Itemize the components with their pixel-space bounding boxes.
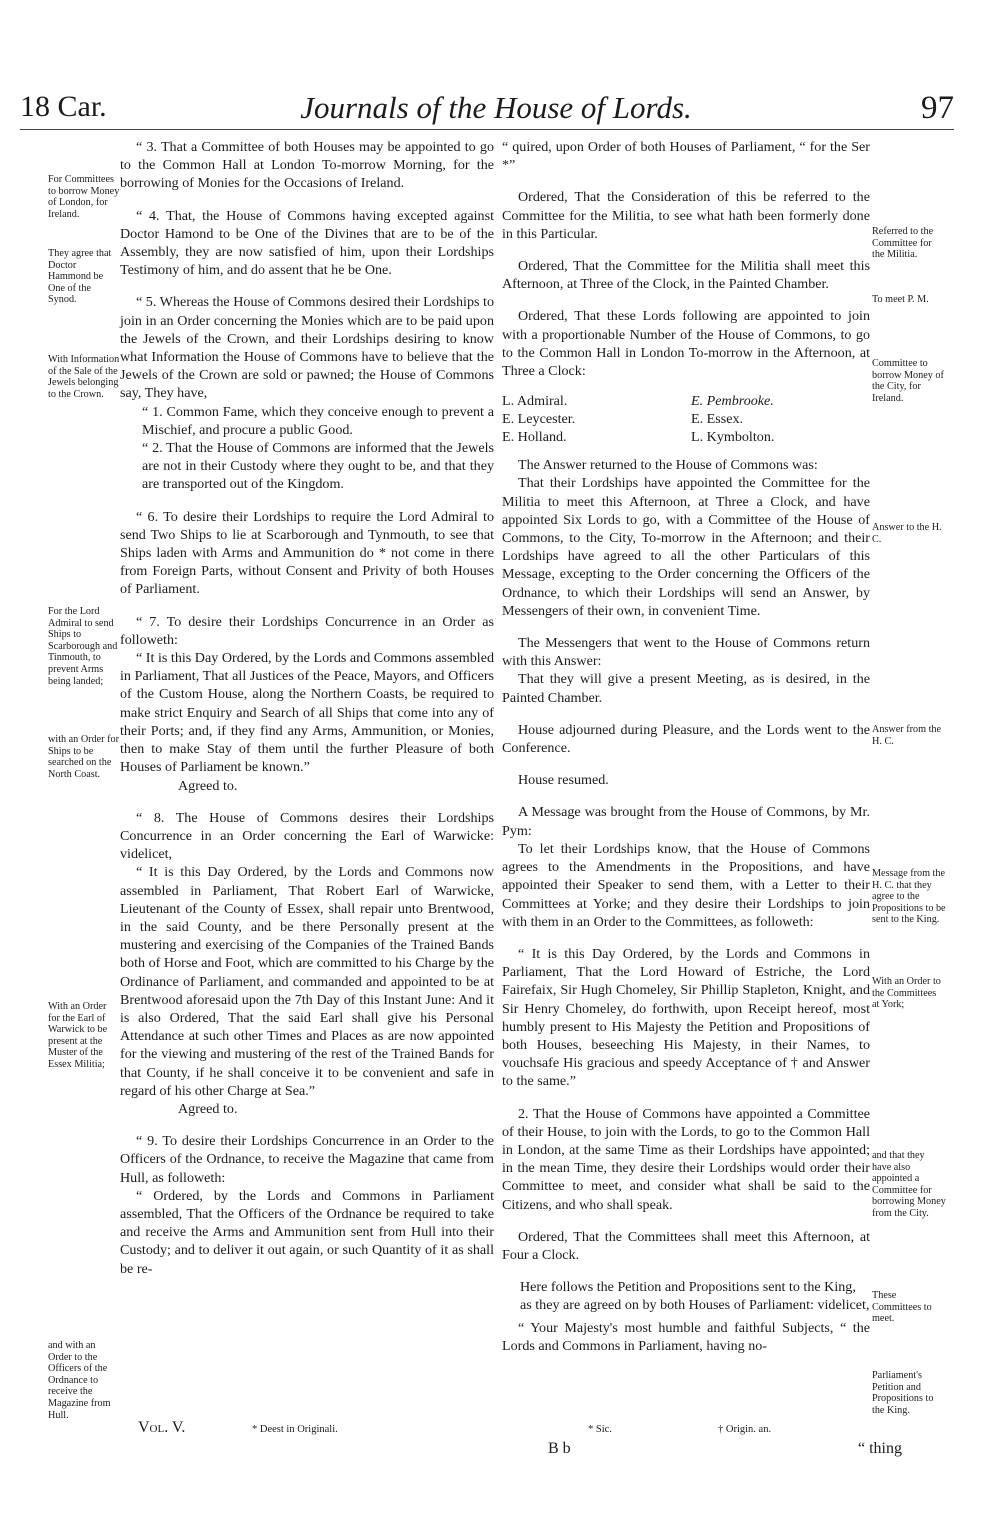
page-number: 97 — [921, 90, 954, 126]
agreed-note: Agreed to. — [178, 777, 238, 794]
margin-note: and that they have also appointed a Committee for borrowing Money from the City. — [872, 1150, 946, 1219]
paragraph: To let their Lordships know, that the House of Commons agrees to the Amendments in the Propositions, and have appointed their Speaker to send them, with a Letter to their Committees at Yorke; and they desire their Lordships to join with them in an Order to the Committees, as followeth: — [502, 840, 870, 930]
header-rule — [20, 129, 954, 130]
margin-note: With Information of the Sale of the Jewels belonging to the Crown. — [48, 354, 120, 400]
paragraph: “ It is this Day Ordered, by the Lords and Commons now assembled in Parliament, That Robert Earl of Warwicke, Lieutenant of the County of Essex, shall repair unto Brentwood, in the said County, and be there Personally present at the mustering and exercising of the Companies of the Trained Bands both of Horse and Foot, which are committed to his Charge by the Ordinance of Parliament, and commanded and appointed to be at Brentwood aforesaid upon the 7th Day of this Instant June: And it is also Ordered, That the said Earl shall give his Personal Attendance at such other Times and Places as are now appointed for the viewing and mustering of the rest of the Trained Bands for that County, if he shall conceive it to be convenient and safe in regard of his other Charge at Sea.” — [120, 864, 494, 1099]
lord-name: E. Essex. — [691, 411, 744, 428]
paragraph: “ 6. To desire their Lordships to require the Lord Admiral to send Two Ships to lie at Scarborough and Tynmouth, to see that Ships laden with Arms and Ammunition do * not come in there from Foreign Parts, without Consent and Privity of both Houses of Parliament. — [120, 508, 494, 598]
catchword: “ thing — [858, 1440, 902, 1457]
paragraph: “ Ordered, by the Lords and Commons in Parliament assembled, That the Officers of the Ordnance be required to take and receive the Arms and Ammunition sent from Hull into their Custody; and to deliver it out again, or such Quantity of it as shall be re- — [120, 1187, 494, 1277]
paragraph: A Message was brought from the House of Commons, by Mr. Pym: — [502, 804, 870, 839]
margin-note: With an Order to the Committees at York; — [872, 976, 941, 1011]
lord-name: E. Holland. — [502, 429, 567, 446]
margin-note: and with an Order to the Officers of the Ordnance to receive the Magazine from Hull. — [48, 1340, 111, 1421]
paragraph: “ 3. That a Committee of both Houses may be appointed to go to the Common Hall at London To-morrow Morning, for the borrowing of Monies for the Occasions of Ireland. — [120, 139, 494, 192]
paragraph: “ 4. That, the House of Commons having excepted against Doctor Hamond to be One of the Divines that are to be of the Assembly, they are now satisfied of him, upon their Lordships Testimony of him, and do assent that he be One. — [120, 207, 494, 279]
footnote: * Sic. — [588, 1424, 612, 1435]
margin-note: For the Lord Admiral to send Ships to Scarborough and Tinmouth, to prevent Arms being landed; — [48, 606, 118, 687]
margin-note: Parliament's Petition and Propositions to the King. — [872, 1370, 934, 1416]
lords-list — [502, 392, 870, 446]
header-title: Journals of the House of Lords. — [300, 90, 692, 125]
section-heading: Here follows the Petition and Propositions sent to the King, as they are agreed on by both Houses of Parliament: videlicet, — [520, 1279, 870, 1314]
order-quote: “ It is this Day Ordered, by the Lords and Commons in Parliament, That the Lord Howard of Estriche, the Lord Fairefaix, Sir Hugh Chomeley, Sir Phillip Stapleton, Knight, and Sir Henry Chomeley, do forthwith, upon Receipt hereof, most humbly present to His Majesty the Petition and Propositions of both Houses, beseeching His Majesty, in their Names, to vouchsafe His gracious and speedy Acceptance of † and Answer to the same.” — [502, 945, 870, 1090]
paragraph: “ 7. To desire their Lordships Concurrence in an Order as followeth: — [120, 613, 494, 648]
margin-note: These Committees to meet. — [872, 1290, 932, 1325]
header-regnal-year: 18 Car. — [20, 90, 107, 123]
margin-note: To meet P. M. — [872, 294, 929, 305]
footnote: † Origin. an. — [718, 1424, 772, 1435]
agreed-note: Agreed to. — [178, 1100, 238, 1117]
paragraph: The Answer returned to the House of Commons was: — [518, 457, 818, 474]
paragraph: “ 1. Common Fame, which they conceive enough to prevent a Mischief, and procure a public Good. — [142, 403, 494, 438]
paragraph: That they will give a present Meeting, as is desired, in the Painted Chamber. — [502, 671, 870, 706]
column-right — [502, 138, 870, 1355]
margin-note: Message from the H. C. that they agree to the Propositions to be sent to the King. — [872, 868, 946, 926]
paragraph: “ 9. To desire their Lordships Concurrence in an Order to the Officers of the Ordnance, to receive the Magazine that came from Hull, as followeth: — [120, 1133, 494, 1186]
order-paragraph: Ordered, That the Committees shall meet this Afternoon, at Four a Clock. — [502, 1228, 870, 1263]
paragraph: “ 2. That the House of Commons are informed that the Jewels are not in their Custody where they ought to be, and that they are transported out of the Kingdom. — [142, 440, 494, 493]
paragraph: That their Lordships have appointed the Committee for the Militia to meet this Afternoon, at Three a Clock, and have appointed Six Lords to go, with a Committee of the House of Commons, to the City, To-morrow in the Afternoon; and their Lordships have agreed to all the other Particulars of this Message, excepting to the Order concerning the Officers of the Ordnance, to which their Lordships will send an Answer, by Messengers of their own, in convenient Time. — [502, 475, 870, 619]
paragraph: “ 8. The House of Commons desires their Lordships Concurrence in an Order concerning the Earl of Warwicke: videlicet, — [120, 809, 494, 863]
margin-note: with an Order for Ships to be searched on the North Coast. — [48, 734, 120, 780]
paragraph: “ It is this Day Ordered, by the Lords and Commons assembled in Parliament, That all Justices of the Peace, Mayors, and Officers of the Custom House, along the Northern Coasts, be required to make strict Enquiry and Search of all Ships that come into any of their Ports; and, if they find any Arms, Ammunition, or Monies, then to make Stay of them until the further Pleasure of both Houses of Parliament be known.” — [120, 650, 494, 776]
column-left — [120, 138, 494, 1278]
margin-note: Answer from the H. C. — [872, 724, 942, 747]
lord-name: L. Kymbolton. — [691, 429, 775, 446]
order-paragraph: Ordered, That the Consideration of this be referred to the Committee for the Militia, to see what hath been formerly done in this Particular. — [502, 189, 870, 242]
margin-note: With an Order for the Earl of Warwick to be present at the Muster of the Essex Militia; — [48, 1001, 108, 1070]
footnote: * Deest in Originali. — [252, 1424, 338, 1435]
lord-name: L. Admiral. — [502, 393, 568, 410]
signature-mark: B b — [548, 1440, 571, 1457]
paragraph: “ Your Majesty's most humble and faithful Subjects, “ the Lords and Commons in Parliament, having no- — [502, 1319, 870, 1354]
margin-note: For Committees to borrow Money of London, for Ireland. — [48, 174, 120, 220]
margin-note: Answer to the H. C. — [872, 522, 942, 545]
lord-name: E. Leycester. — [502, 411, 576, 428]
lord-name: E. Pembrooke. — [691, 393, 774, 410]
paragraph: House resumed. — [518, 772, 609, 789]
order-paragraph: Ordered, That the Committee for the Militia shall meet this Afternoon, at Three of the Clock, in the Painted Chamber. — [502, 258, 870, 293]
paragraph: The Messengers that went to the House of Commons return with this Answer: — [502, 635, 870, 670]
volume-label: Vol. V. — [138, 1419, 186, 1436]
margin-note: They agree that Doctor Hammond be One of the Synod. — [48, 248, 112, 306]
paragraph: “ quired, upon Order of both Houses of Parliament, “ for the Ser *” — [502, 139, 870, 174]
paragraph: 2. That the House of Commons have appointed a Committee of their House, to join with the Lords, to go to the Common Hall in London, at the same Time as their Lordships have appointed; in the mean Time, they desire their Lordships would order their Committee to meet, and consider what shall be said to the Citizens, and who shall speak. — [502, 1105, 870, 1213]
order-paragraph: Ordered, That these Lords following are appointed to join with a proportionable Number of the House of Commons, to go to the Common Hall in London To-morrow in the Afternoon, at Three a Clock: — [502, 308, 870, 380]
margin-note: Referred to the Committee for the Militia. — [872, 226, 934, 261]
paragraph: House adjourned during Pleasure, and the Lords went to the Conference. — [502, 721, 870, 757]
paragraph: “ 5. Whereas the House of Commons desired their Lordships to join in an Order concerning the Monies which are to be paid upon the Jewels of the Crown, and their Lordships desiring to know what Information the House of Commons have to believe that the Jewels of the Crown are sold or pawned; the House of Commons say, They have, — [120, 294, 494, 402]
margin-note: Committee to borrow Money of the City, for Ireland. — [872, 358, 944, 404]
